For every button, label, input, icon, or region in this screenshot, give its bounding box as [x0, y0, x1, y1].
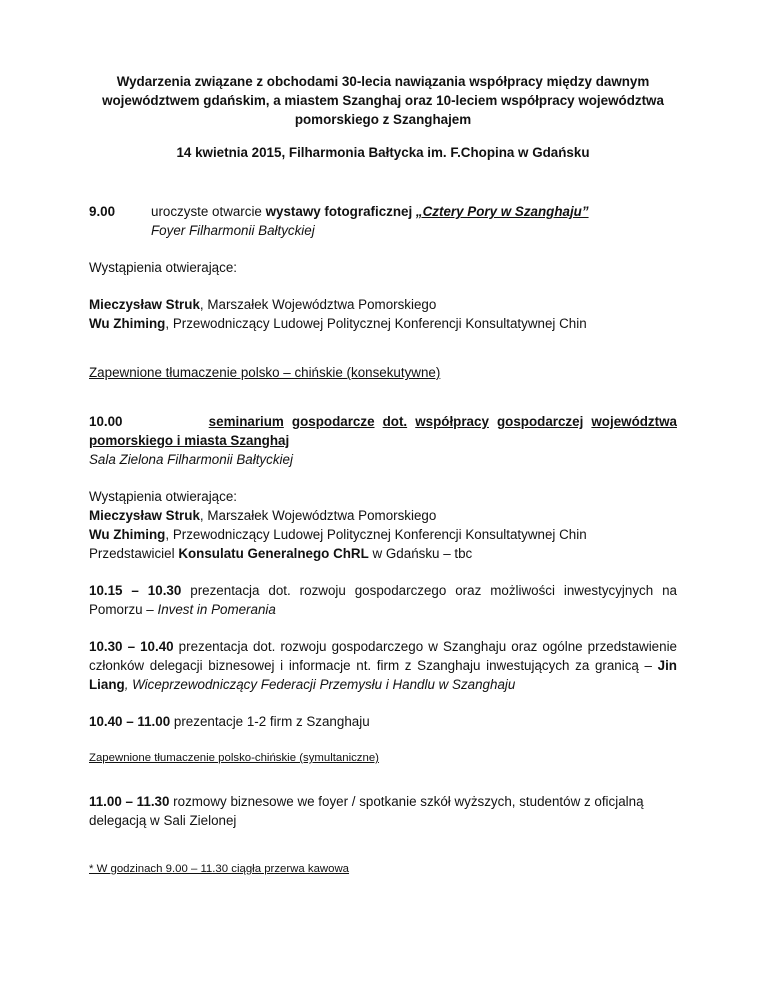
event-text-bold: wystawy fotograficznej [265, 204, 416, 219]
document-title: Wydarzenia związane z obchodami 30-lecia nawiązania współpracy między dawnym województwem gdańskim, a miastem Szanghaj oraz 10-leciem współpracy województwa pomorskiego z Szanghajem [102, 74, 664, 127]
speaker-line [89, 525, 677, 544]
event-presentation-shanghai [89, 637, 677, 694]
event-text: prezentacja dot. rozwoju gospodarczego w Szanghaju oraz ogólne przedstawienie członków delegacji biznesowej i informacje nt. firm z Szanghaju inwestujących za granicą – [89, 639, 677, 673]
speaker-name: Jin Liang [89, 658, 677, 692]
seminar-word: współpracy [415, 414, 489, 429]
event-presentation-pomerania [89, 581, 677, 619]
event-text: uroczyste otwarcie [151, 204, 266, 219]
event-text: prezentacja dot. rozwoju gospodarczego oraz możliwości inwestycyjnych na Pomorzu – [89, 583, 677, 617]
event-location: Sala Zielona Filharmonii Bałtyckiej [89, 452, 293, 467]
opening-speeches-heading: Wystąpienia otwierające: [89, 260, 237, 275]
consulate-prefix: Przedstawiciel [89, 546, 179, 561]
event-time: 10.00 [89, 414, 123, 429]
footnote: * W godzinach 9.00 – 11.30 ciągła przerwa kawowa [89, 863, 350, 875]
seminar-word: województwa [591, 414, 677, 429]
event-text: rozmowy biznesowe we foyer / spotkanie szkół wyższych, studentów z oficjalną delegacją w Sali Zielonej [89, 794, 644, 828]
speaker-name: Wu Zhiming [89, 527, 166, 542]
consulate-name: Konsulatu Generalnego ChRL [178, 546, 369, 561]
translation-note: Zapewnione tłumaczenie polsko-chińskie (symultaniczne) [89, 752, 379, 764]
exhibition-title: „Cztery Pory w Szanghaju” [415, 204, 589, 219]
translation-note: Zapewnione tłumaczenie polsko – chińskie (konsekutywne) [89, 365, 441, 380]
speaker-name: Wu Zhiming [89, 316, 166, 331]
event-time: 10.30 – 10.40 [89, 639, 174, 654]
event-seminar [89, 412, 677, 469]
speaker-name: Mieczysław Struk [89, 508, 200, 523]
seminar-heading-line [89, 412, 677, 431]
opening-speeches-heading: Wystąpienia otwierające: [89, 489, 237, 504]
speaker-role: , Marszałek Województwa Pomorskiego [199, 297, 437, 312]
speaker-role: , Wiceprzewodniczący Federacji Przemysłu i Handlu w Szanghaju [124, 677, 516, 692]
event-time: 10.15 – 10.30 [89, 583, 182, 598]
speaker-line [89, 295, 677, 314]
consulate-suffix: w Gdańsku – tbc [368, 546, 473, 561]
event-location: Foyer Filharmonii Bałtyckiej [151, 223, 315, 238]
seminar-heading-cont: pomorskiego i miasta Szanghaj [89, 433, 290, 448]
seminar-word: seminarium [208, 414, 284, 429]
speaker-role: , Przewodniczący Ludowej Politycznej Konferencji Konsultatywnej Chin [165, 316, 587, 331]
event-time: 11.00 – 11.30 [89, 794, 170, 809]
event-date-line: 14 kwietnia 2015, Filharmonia Bałtycka im. F.Chopina w Gdańsku [176, 145, 590, 160]
event-time: 10.40 – 11.00 [89, 714, 171, 729]
opening-speakers-list [89, 295, 677, 333]
document-page [89, 72, 677, 879]
event-text: prezentacje 1-2 firm z Szanghaju [170, 714, 370, 729]
seminar-word: dot. [382, 414, 408, 429]
seminar-word: gospodarczej [496, 414, 584, 429]
event-company-presentations [89, 712, 677, 731]
speaker-role: , Marszałek Województwa Pomorskiego [199, 508, 437, 523]
consulate-line [89, 544, 677, 563]
speaker-name: Mieczysław Struk [89, 297, 200, 312]
event-time: 9.00 [89, 204, 116, 219]
event-exhibition [89, 202, 677, 240]
presenter-name: Invest in Pomerania [157, 602, 276, 617]
event-description [151, 202, 589, 240]
speaker-role: , Przewodniczący Ludowej Politycznej Konferencji Konsultatywnej Chin [165, 527, 587, 542]
speaker-line [89, 506, 677, 525]
seminar-word: gospodarcze [291, 414, 375, 429]
event-business-talks [89, 792, 677, 830]
speaker-line [89, 314, 677, 333]
opening-speakers-list-2 [89, 487, 677, 563]
